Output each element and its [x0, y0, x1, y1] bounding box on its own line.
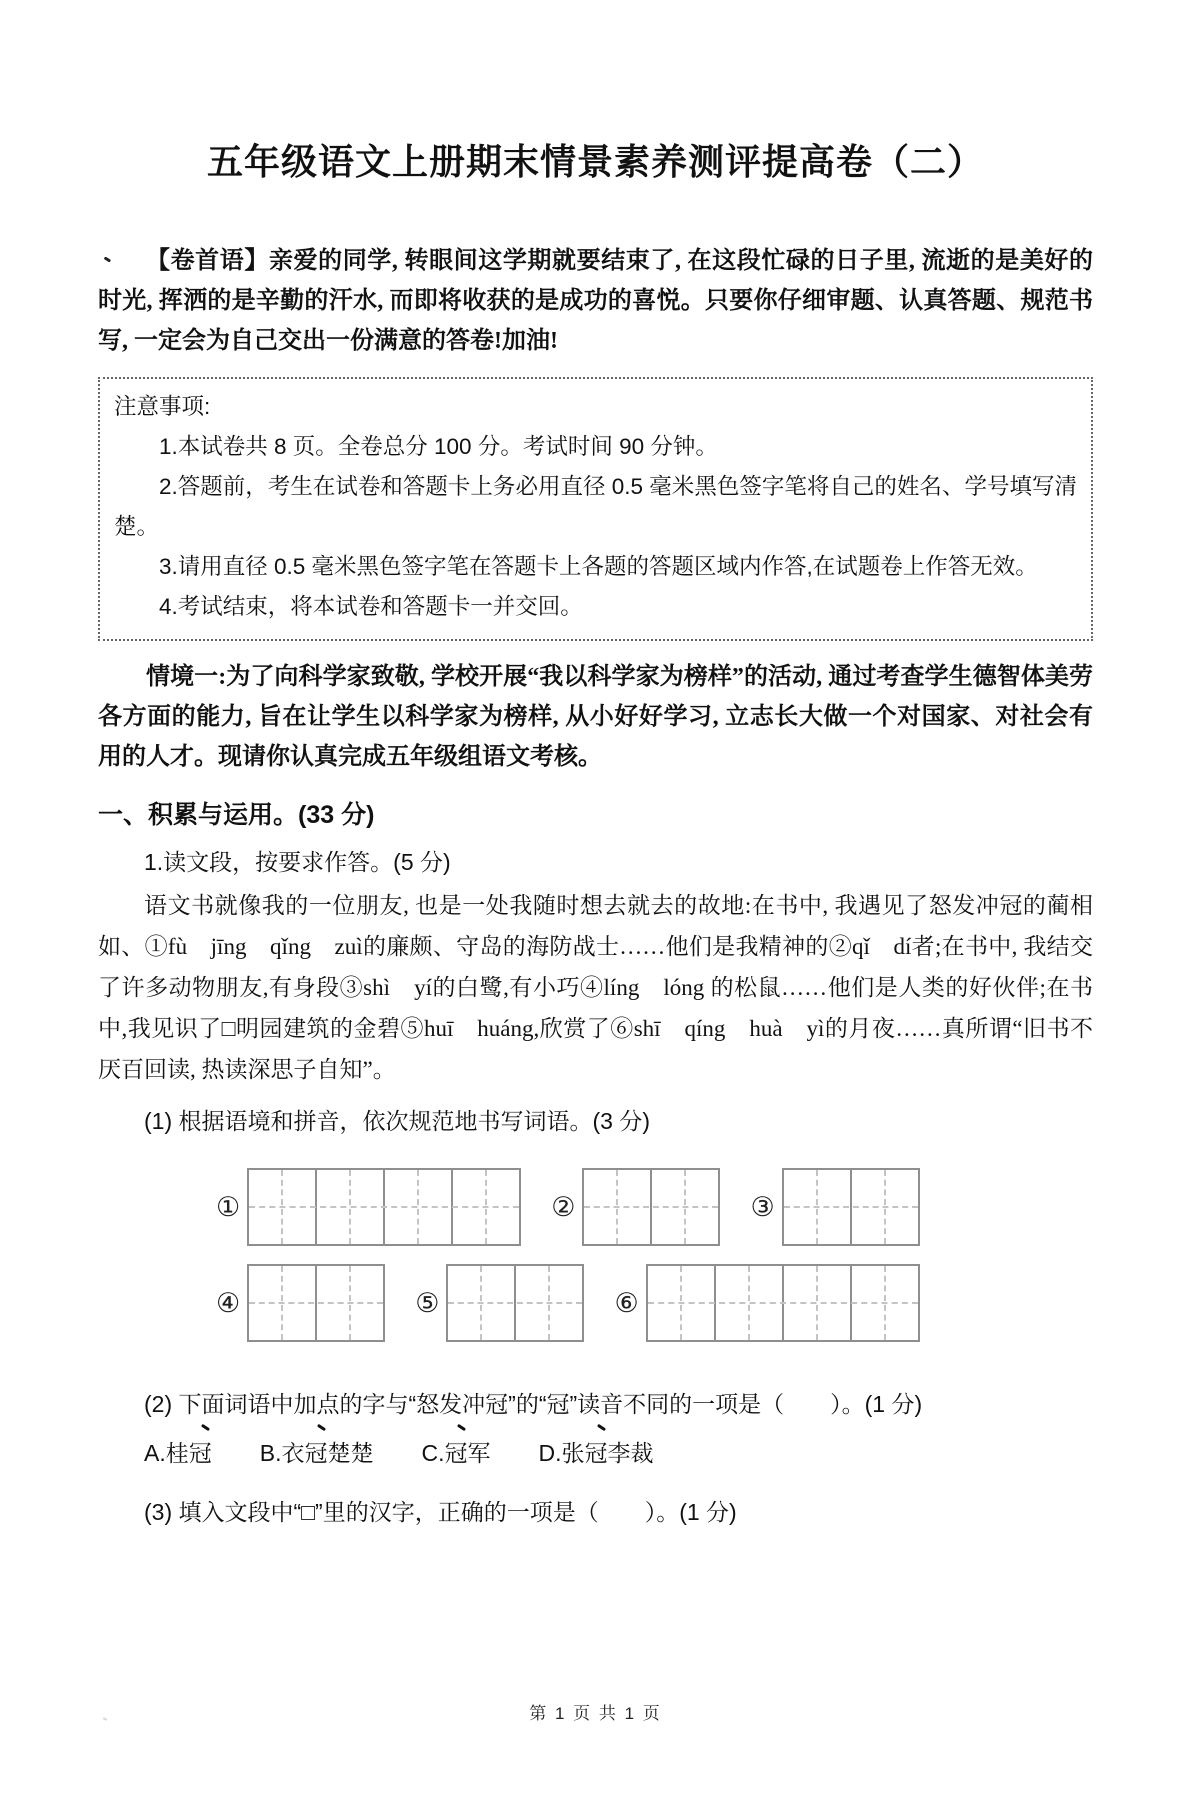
- question-1-2-options: [144, 1435, 1093, 1468]
- answer-grid-group-6: [614, 1264, 919, 1342]
- question-1-stem: 1.读文段，按要求作答。(5 分): [144, 849, 451, 875]
- question-1-1-stem: (1) 根据语境和拼音，依次规范地书写词语。(3 分): [144, 1108, 650, 1134]
- exam-page: [0, 134, 1191, 1527]
- option-c: [421, 1435, 490, 1468]
- section-heading: 一、积累与运用。(33 分): [98, 801, 375, 829]
- passage-text: 语文书就像我的一位朋友, 也是一处我随时想去就去的故地:在书中, 我遇见了怒发冲冠的蔺相如、①fù jīng qǐng zuì的廉颇、守岛的海防战士……他们是我精神的②qǐ dí者;在书中, 我结交了许多动物朋友,有身段③shì yí的白鹭,有小巧④líng lóng 的松鼠……他们是人类的好伙伴;在书中,我见识了□明园建筑的金碧⑤huī huáng,欣赏了⑥shī qíng huà yì的月夜……真所谓“旧书不厌百回读, 热读深思子自知”。: [98, 893, 1093, 1082]
- option-d: [538, 1435, 653, 1468]
- option-b: [260, 1435, 374, 1468]
- grid-cell: [584, 1170, 652, 1244]
- grid-number-label: ②: [551, 1191, 576, 1222]
- grid-cell: [385, 1170, 453, 1244]
- grid-number-label: ③: [750, 1191, 775, 1222]
- answer-grid-row-2: [216, 1264, 1093, 1342]
- char-grid: [446, 1264, 584, 1342]
- option-a: [144, 1435, 212, 1468]
- option-c-pre: C.: [421, 1440, 445, 1466]
- option-b-post: 楚楚: [327, 1440, 374, 1466]
- grid-cell: [448, 1266, 516, 1340]
- grid-cell: [852, 1266, 918, 1340]
- char-grid: [247, 1264, 385, 1342]
- option-d-pre: D.张: [538, 1440, 585, 1466]
- question-1-2-stem: (2) 下面词语中加点的字与“怒发冲冠”的“冠”读音不同的一项是（ ）。(1 分): [144, 1391, 923, 1417]
- answer-grid-row-1: [216, 1168, 1093, 1246]
- answer-grid-group-3: [750, 1168, 919, 1246]
- notice-heading: 注意事项:: [114, 394, 211, 419]
- answer-grid-group-5: [415, 1264, 584, 1342]
- intro-paragraph: 【卷首语】亲爱的同学, 转眼间这学期就要结束了, 在这段忙碌的日子里, 流逝的是美好的时光, 挥洒的是辛勤的汗水, 而即将收获的是成功的喜悦。只要你仔细审题、认真答题、规范书写, 一定会为自己交出一份满意的答卷!加油!: [98, 248, 1093, 354]
- char-grid: [582, 1168, 720, 1246]
- option-b-pre: B.衣: [259, 1440, 305, 1466]
- option-c-post: 军: [467, 1440, 491, 1466]
- grid-cell: [249, 1170, 317, 1244]
- page-title: 五年级语文上册期末情景素养测评提高卷（二）: [206, 141, 984, 182]
- grid-number-label: ①: [216, 1191, 241, 1222]
- answer-grid-group-1: [216, 1168, 521, 1246]
- grid-cell: [317, 1266, 383, 1340]
- notice-item-2: 2.答题前，考生在试卷和答题卡上务必用直径 0.5 毫米黑色签字笔将自己的姓名、学号填写清楚。: [114, 474, 1077, 539]
- option-a-dotted-char: 冠: [189, 1435, 212, 1468]
- answer-grid-group-2: [551, 1168, 720, 1246]
- notice-box: [98, 377, 1093, 641]
- notice-item-1: 1.本试卷共 8 页。全卷总分 100 分。考试时间 90 分钟。: [159, 434, 718, 459]
- page-footer: 第 1 页 共 1 页: [529, 1704, 662, 1723]
- grid-cell: [716, 1266, 784, 1340]
- answer-grid-group-4: [216, 1264, 385, 1342]
- grid-cell: [648, 1266, 716, 1340]
- char-grid: [782, 1168, 920, 1246]
- grid-number-label: ⑥: [614, 1287, 639, 1318]
- grid-cell: [784, 1170, 852, 1244]
- grid-cell: [249, 1266, 317, 1340]
- grid-cell: [852, 1170, 918, 1244]
- notice-item-4: 4.考试结束，将本试卷和答题卡一并交回。: [159, 594, 583, 619]
- scenario-paragraph: 情境一:为了向科学家致敬, 学校开展“我以科学家为榜样”的活动, 通过考查学生德智体美劳各方面的能力, 旨在让学生以科学家为榜样, 从小好好学习, 立志长大做一个对国家、对社会有用的人才。现请你认真完成五年级组语文考核。: [98, 664, 1093, 770]
- option-c-dotted-char: 冠: [444, 1435, 467, 1468]
- question-1-3-stem: (3) 填入文段中“□”里的汉字，正确的一项是（ ）。(1 分): [144, 1499, 737, 1525]
- grid-cell: [317, 1170, 385, 1244]
- option-d-dotted-char: 冠: [584, 1435, 607, 1468]
- grid-number-label: ⑤: [415, 1287, 440, 1318]
- notice-item-3: 3.请用直径 0.5 毫米黑色签字笔在答题卡上各题的答题区域内作答,在试题卷上作答无效。: [159, 554, 1038, 579]
- grid-cell: [453, 1170, 519, 1244]
- char-grid: [646, 1264, 920, 1342]
- grid-number-label: ④: [216, 1287, 241, 1318]
- char-grid: [247, 1168, 521, 1246]
- option-d-post: 李裁: [607, 1440, 654, 1466]
- grid-cell: [652, 1170, 718, 1244]
- grid-cell: [516, 1266, 582, 1340]
- option-a-pre: A.桂: [144, 1440, 189, 1466]
- option-b-dotted-char: 冠: [304, 1435, 327, 1468]
- grid-cell: [784, 1266, 852, 1340]
